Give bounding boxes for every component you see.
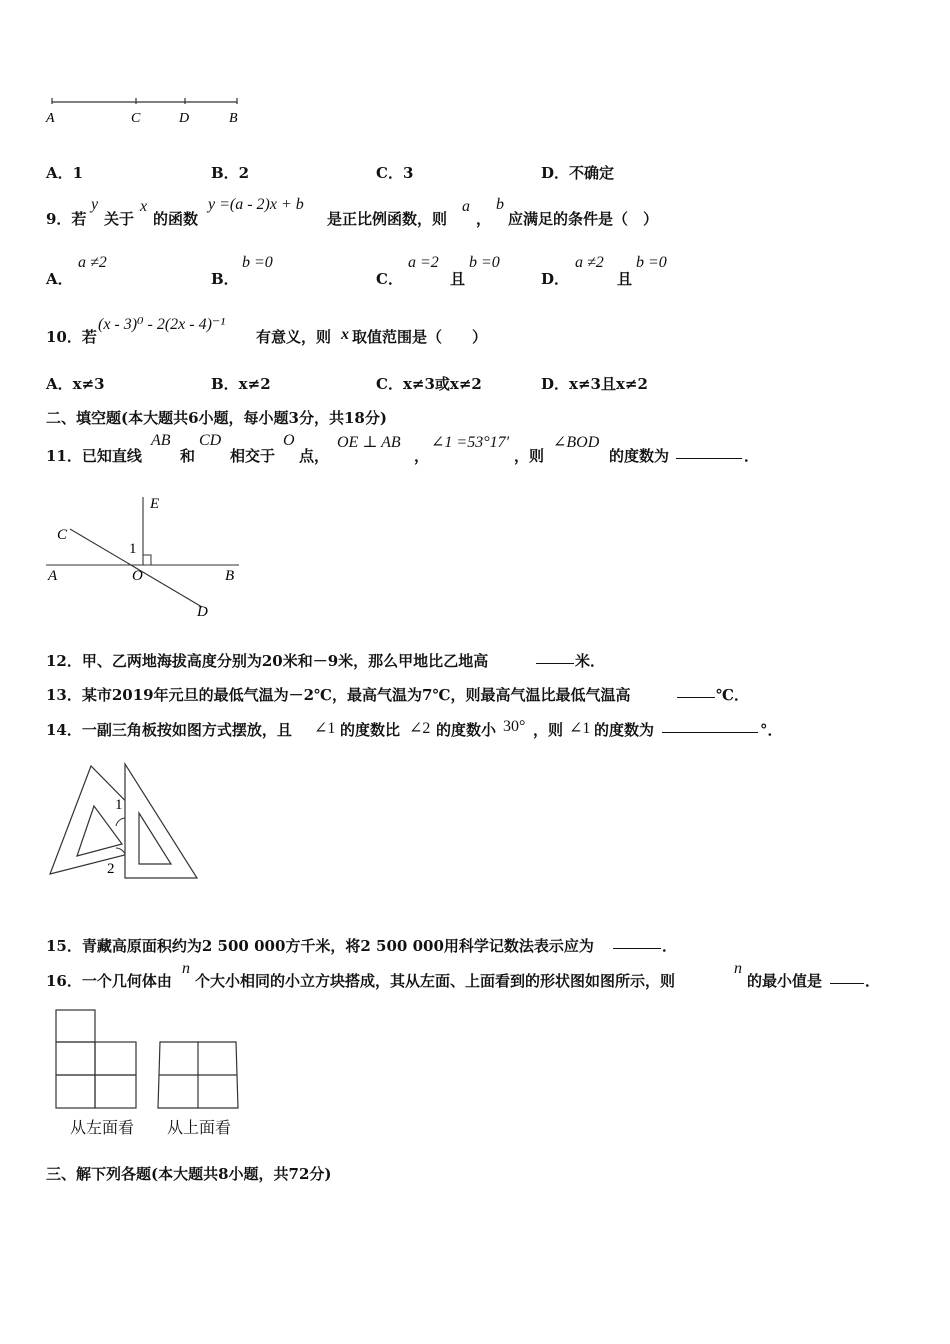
q9-option-a-math: a ≠2 [78,254,107,271]
q13-answer-blank[interactable] [677,683,715,698]
point-label-a: A [46,111,55,126]
q9-text-3: 是正比例函数，则 [327,210,448,228]
segment-figure [44,92,254,128]
q12-answer-blank[interactable] [536,649,574,664]
left-view-grid [54,1008,140,1112]
q13-text-a: 13．某市2019年元旦的最低气温为－2℃，最高气温为7℃，则最高气温比最低气温高 [46,686,631,704]
triangle-rulers-figure [44,758,204,883]
q9-option-c-math-2: b =0 [469,254,500,271]
q9-var-a: a [462,198,470,215]
q12-text-a: 12．甲、乙两地海拔高度分别为20米和－9米，那么甲地比乙地高 [46,652,489,670]
q11-text-4: ， [414,447,430,465]
q16-text-c: 的最小值是 [747,972,823,990]
q9-var-x: x [140,198,148,215]
q12-text-b: 米． [575,652,606,670]
q14-text-d: ，则 [533,721,564,739]
q10-option-a: A．x≠3 [46,375,105,393]
q14-text-a: 14．一副三角板按如图方式摆放，且 [46,721,292,739]
q11-angle-bod: ∠BOD [553,434,600,451]
point-label-d: D [179,111,190,126]
fig-angle-1: 1 [115,797,123,813]
fig-label-c: C [57,527,68,543]
q14-answer-blank[interactable] [662,718,758,733]
q15-text-a: 15．青藏高原面积约为2 500 000方千米，将2 500 000用科学记数法表示应为 [46,937,594,955]
q11-text-6: 的度数为 [609,447,670,465]
q10-option-c: C．x≠3或x≠2 [376,375,482,393]
q9-option-d-label: D． [541,270,570,288]
fig-label-1: 1 [129,541,137,557]
fig-label-b: B [225,568,235,584]
q11-text-2: 相交于 [230,447,276,465]
q14-angle-1-b: ∠1 [569,720,591,737]
q14-degrees: 30° [503,718,526,735]
q16-answer-blank[interactable] [830,969,864,984]
q10-prefix: 10．若 [46,328,97,346]
fig-label-a: A [48,568,58,584]
q9-option-c-math-1: a =2 [408,254,439,271]
point-label-c: C [131,111,141,126]
q14-angle-2: ∠2 [409,720,431,737]
q9-option-d-math-2: b =0 [636,254,667,271]
q15-text-b: ． [662,937,678,955]
q8-option-b: B．2 [211,164,250,182]
section-2-heading: 二、填空题(本大题共6小题，每小题3分，共18分) [46,409,387,427]
q14-text-c: 的度数小 [436,721,497,739]
q16-var-n-2: n [734,960,742,977]
q11-tail: ． [744,447,760,465]
q10-expression: (x - 3)⁰ - 2(2x - 4)⁻¹ [98,316,226,333]
q11-line-ab: AB [151,432,171,449]
q11-line-cd: CD [199,432,222,449]
q11-prefix: 11．已知直线 [46,447,142,465]
q8-option-a: A．1 [46,164,84,182]
left-view-caption: 从左面看 [70,1118,135,1137]
q9-prefix: 9．若 [46,210,87,228]
q9-option-d-and: 且 [617,270,633,288]
point-label-b: B [229,111,238,126]
q9-option-a-label: A． [46,270,73,288]
q9-function-expr: y =(a - 2)x + b [208,196,304,213]
q11-perpendicular: OE ⊥ AB [337,434,401,451]
q16-text-a: 16．一个几何体由 [46,972,172,990]
top-view-grid [156,1040,242,1112]
fig-label-d: D [197,604,208,620]
q9-comma: ， [476,210,492,228]
q9-text-2: 的函数 [153,210,199,228]
q8-option-c: C．3 [376,164,414,182]
fig-angle-2: 2 [107,861,115,877]
q10-option-b: B．x≠2 [211,375,271,393]
q13-text-b: ℃． [716,686,749,704]
q14-tail: °． [760,721,783,739]
q11-text-3: 点， [299,447,330,465]
q9-var-b: b [496,196,504,213]
top-view-caption: 从上面看 [167,1118,232,1137]
fig-label-e: E [150,496,160,512]
q9-text-4: 应满足的条件是（ ） [508,210,659,228]
q10-text-a: 有意义，则 [256,328,332,346]
q11-angle-1: ∠1 =53°17′ [431,434,510,451]
q9-var-y: y [91,196,99,213]
fig-label-o: O [132,568,143,584]
q16-text-b: 个大小相同的小立方块搭成，其从左面、上面看到的形状图如图所示，则 [195,972,676,990]
q14-angle-1: ∠1 [314,720,336,737]
q14-text-b: 的度数比 [340,721,401,739]
q9-option-b-label: B． [211,270,239,288]
q15-answer-blank[interactable] [613,934,661,949]
q10-option-d: D．x≠3且x≠2 [541,375,648,393]
q9-option-d-math-1: a ≠2 [575,254,604,271]
q16-var-n: n [182,960,190,977]
q9-text-1: 关于 [104,210,135,228]
q11-text-5: ，则 [514,447,545,465]
q9-option-c-label: C． [376,270,403,288]
q9-option-c-and: 且 [450,270,466,288]
q16-tail: ． [865,972,881,990]
q11-text-1: 和 [180,447,196,465]
q8-option-d: D．不确定 [541,164,615,182]
intersecting-lines-figure [44,492,244,622]
q11-point-o: O [283,432,295,449]
q10-var-x: x [341,326,349,343]
section-3-heading: 三、解下列各题(本大题共8小题，共72分) [46,1165,332,1183]
q14-text-e: 的度数为 [594,721,655,739]
q10-text-b: 取值范围是（ ） [352,328,488,346]
q11-answer-blank[interactable] [676,444,742,459]
q9-option-b-math: b =0 [242,254,273,271]
